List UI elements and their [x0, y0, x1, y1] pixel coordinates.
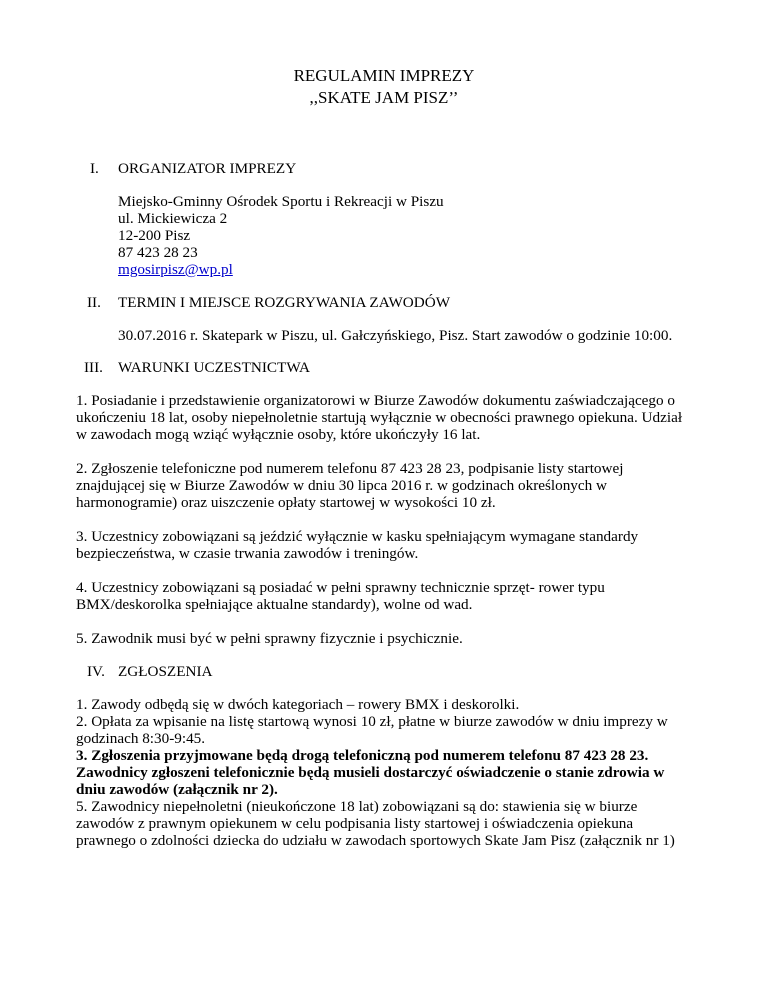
section-2-heading: TERMIN I MIEJSCE ROZGRYWANIA ZAWODÓW	[118, 294, 451, 311]
organizer-phone: 87 423 28 23	[118, 244, 198, 261]
entries-bold-line-2: Zawodnicy zgłoszeni telefonicznie będą musieli dostarczyć oświadczenie o stanie zdrowia w	[76, 764, 665, 781]
event-date-place: 30.07.2016 r. Skatepark w Piszu, ul. Gałczyńskiego, Pisz. Start zawodów o godzinie 10:00.	[118, 327, 673, 344]
organizer-name: Miejsko-Gminny Ośrodek Sportu i Rekreacji w Piszu	[118, 193, 444, 210]
rule-3-line-1: 3. Uczestnicy zobowiązani są jeździć wyłącznie w kasku spełniającym wymagane standardy	[76, 528, 639, 545]
organizer-city: 12-200 Pisz	[118, 227, 191, 244]
rule-2-line-1: 2. Zgłoszenie telefoniczne pod numerem telefonu 87 423 28 23, podpisanie listy startowej	[76, 460, 624, 477]
entries-line-1: 1. Zawody odbędą się w dwóch kategoriach – rowery BMX i deskorolki.	[76, 696, 520, 713]
rule-4-line-1: 4. Uczestnicy zobowiązani są posiadać w pełni sprawny technicznie sprzęt- rower typu	[76, 579, 605, 596]
section-3-numeral: III.	[84, 359, 103, 376]
rule-1-line-1: 1. Posiadanie i przedstawienie organizatorowi w Biurze Zawodów dokumentu zaświadczającego o	[76, 392, 676, 409]
section-4-heading: ZGŁOSZENIA	[118, 663, 213, 680]
section-1-numeral: I.	[90, 160, 99, 177]
rule-1-line-3: w zawodach mogą wziąć wyłącznie osoby, które ukończyły 16 lat.	[76, 426, 481, 443]
rule-1-line-2: ukończeniu 18 lat, osoby niepełnoletnie startują wyłącznie w obecności prawnego opiekuna. Udział	[76, 409, 683, 426]
section-1-heading: ORGANIZATOR IMPREZY	[118, 160, 297, 177]
rule-4-line-2: BMX/deskorolka spełniające aktualne standardy), wolne od wad.	[76, 596, 473, 613]
rule-2-line-2: znajdującej się w Biurze Zawodów w dniu 30 lipca 2016 r. w godzinach określonych w	[76, 477, 607, 494]
entries-tail-line-2: zawodów z prawnym opiekunem w celu podpisania listy startowej i oświadczenia opiekuna	[76, 815, 634, 832]
entries-line-2: 2. Opłata za wpisanie na listę startową wynosi 10 zł, płatne w biurze zawodów w dniu imprezy w	[76, 713, 668, 730]
rule-5-line-1: 5. Zawodnik musi być w pełni sprawny fizycznie i psychicznie.	[76, 630, 463, 647]
entries-bold-line-3: dniu zawodów (załącznik nr 2).	[76, 781, 278, 798]
entries-tail-line-3: prawnego o zdolności dziecka do udziału w zawodach sportowych Skate Jam Pisz (załącznik nr 1)	[76, 832, 675, 849]
section-4-numeral: IV.	[87, 663, 105, 680]
entries-tail-line-1: 5. Zawodnicy niepełnoletni (nieukończone 18 lat) zobowiązani są do: stawienia się w biurze	[76, 798, 638, 815]
entries-line-3: godzinach 8:30-9:45.	[76, 730, 206, 747]
section-2-numeral: II.	[87, 294, 101, 311]
organizer-email-link[interactable]: mgosirpisz@wp.pl	[118, 261, 233, 278]
rule-3-line-2: bezpieczeństwa, w czasie trwania zawodów i treningów.	[76, 545, 419, 562]
section-3-heading: WARUNKI UCZESTNICTWA	[118, 359, 310, 376]
document-title: REGULAMIN IMPREZY	[293, 66, 475, 85]
document-subtitle: ,,SKATE JAM PISZ’’	[309, 88, 459, 107]
organizer-street: ul. Mickiewicza 2	[118, 210, 228, 227]
entries-bold-line-1: 3. Zgłoszenia przyjmowane będą drogą telefoniczną pod numerem telefonu 87 423 28 23.	[76, 747, 649, 764]
rule-2-line-3: harmonogramie) oraz uiszczenie opłaty startowej w wysokości 10 zł.	[76, 494, 496, 511]
